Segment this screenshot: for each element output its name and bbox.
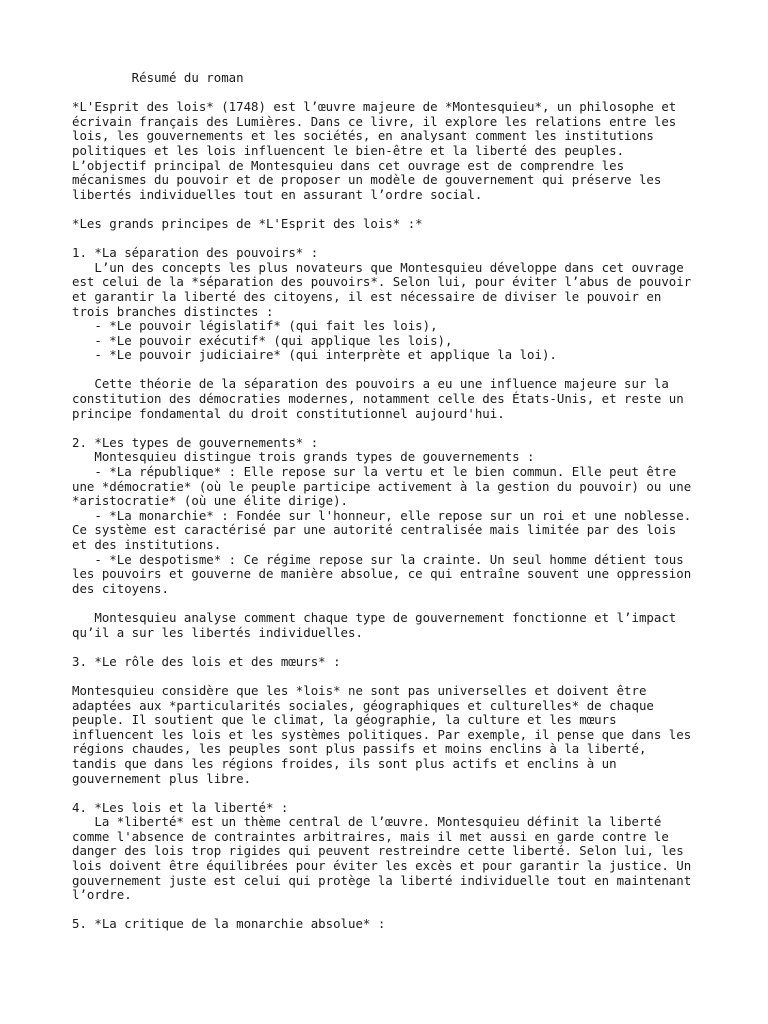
- text-line: L’objectif principal de Montesquieu dans cet ouvrage est de comprendre les: [72, 157, 625, 173]
- text-line: *Les grands principes de *L'Esprit des lois* :*: [72, 215, 423, 231]
- text-line: Cette théorie de la séparation des pouvoirs a eu une influence majeure sur la: [72, 376, 669, 392]
- text-line: écrivain français des Lumières. Dans ce livre, il explore les relations entre les: [72, 113, 677, 129]
- text-line: constitution des démocraties modernes, notamment celle des États-Unis, et reste un: [72, 391, 684, 407]
- text-line: danger des lois trop rigides qui peuvent restreindre cette liberté. Selon lui, les: [72, 843, 684, 859]
- text-line: qu’il a sur les libertés individuelles.: [72, 624, 363, 640]
- text-line: - *La monarchie* : Fondée sur l'honneur, elle repose sur un roi et une noblesse.: [72, 507, 692, 523]
- text-line: Ce système est caractérisé par une autorité centralisée mais limitée par des lois: [72, 522, 677, 538]
- text-line: *L'Esprit des lois* (1748) est l’œuvre majeure de *Montesquieu*, un philosophe et: [72, 99, 677, 115]
- text-line: comme l'absence de contraintes arbitraires, mais il met aussi en garde contre le: [72, 828, 669, 844]
- text-line: [72, 232, 728, 247]
- text-line: Montesquieu analyse comment chaque type de gouvernement fonctionne et l’impact: [72, 609, 677, 625]
- text-line: La *liberté* est un thème central de l’œuvre. Montesquieu définit la liberté: [72, 814, 662, 830]
- text-line: tandis que dans les régions froides, ils sont plus actifs et enclins à un: [72, 755, 617, 771]
- text-line: [72, 202, 728, 217]
- text-line: *aristocratie* (où une élite dirige).: [72, 493, 349, 509]
- text-line: [72, 363, 728, 378]
- text-line: [72, 903, 728, 918]
- text-line: 3. *Le rôle des lois et des mœurs* :: [72, 653, 341, 669]
- text-line: lois doivent être équilibrées pour éviter les excès et pour garantir la justice. Un: [72, 858, 692, 874]
- text-line: [72, 421, 728, 436]
- text-line: adaptées aux *particularités sociales, géographiques et culturelles* de chaque: [72, 697, 654, 713]
- text-line: [72, 669, 728, 684]
- text-line: - *Le pouvoir exécutif* (qui applique les lois),: [72, 332, 453, 348]
- text-line: et garantir la liberté des citoyens, il est nécessaire de diviser le pouvoir en: [72, 288, 662, 304]
- text-line: influencent les lois et les systèmes politiques. Par exemple, il pense que dans les: [72, 726, 692, 742]
- text-line: régions chaudes, les peuples sont plus passifs et moins enclins à la liberté,: [72, 741, 647, 757]
- text-line: L’un des concepts les plus novateurs que Montesquieu développe dans cet ouvrage: [72, 259, 684, 275]
- text-line: principe fondamental du droit constitutionnel aujourd'hui.: [72, 405, 505, 421]
- text-line: gouvernement juste est celui qui protège la liberté individuelle tout en maintenant: [72, 872, 692, 888]
- text-line: libertés individuelles tout en assurant l’ordre social.: [72, 186, 483, 202]
- text-line: [72, 596, 728, 611]
- text-line: - *La république* : Elle repose sur la vertu et le bien commun. Elle peut être: [72, 464, 677, 480]
- text-line: 5. *La critique de la monarchie absolue* :: [72, 916, 386, 932]
- text-line: 2. *Les types de gouvernements* :: [72, 434, 319, 450]
- text-line: est celui de la *séparation des pouvoirs*. Selon lui, pour éviter l’abus de pouvoir: [72, 274, 692, 290]
- text-line: trois branches distinctes :: [72, 303, 274, 319]
- text-line: lois, les gouvernements et les sociétés, en analysant comment les institutions: [72, 128, 654, 144]
- text-line: Montesquieu considère que les *lois* ne sont pas universelles et doivent être: [72, 682, 647, 698]
- text-line: gouvernement plus libre.: [72, 770, 252, 786]
- text-line: des citoyens.: [72, 580, 169, 596]
- text-line: - *Le despotisme* : Ce régime repose sur la crainte. Un seul homme détient tous: [72, 551, 684, 567]
- document-title: Résumé du roman: [72, 70, 244, 85]
- text-line: l’ordre.: [72, 887, 132, 903]
- text-line: 4. *Les lois et la liberté* :: [72, 799, 289, 815]
- text-line: - *Le pouvoir judiciaire* (qui interprète et applique la loi).: [72, 347, 557, 363]
- text-line: [72, 786, 728, 801]
- text-line: les pouvoirs et gouverne de manière absolue, ce qui entraîne souvent une oppression: [72, 566, 692, 582]
- text-line: et des institutions.: [72, 537, 222, 552]
- text-line: Montesquieu distingue trois grands types de gouvernements :: [72, 449, 535, 465]
- text-line: - *Le pouvoir législatif* (qui fait les lois),: [72, 318, 438, 334]
- text-line: [72, 86, 728, 101]
- text-line: politiques et les lois influencent le bien-être et la liberté des peuples.: [72, 142, 625, 158]
- text-line: 1. *La séparation des pouvoirs* :: [72, 245, 319, 261]
- text-line: une *démocratie* (où le peuple participe activement à la gestion du pouvoir) ou une: [72, 478, 692, 494]
- text-line: peuple. Il soutient que le climat, la géographie, la culture et les mœurs: [72, 712, 617, 728]
- text-line: mécanismes du pouvoir et de proposer un modèle de gouvernement qui préserve les: [72, 172, 662, 188]
- text-line: [72, 640, 728, 655]
